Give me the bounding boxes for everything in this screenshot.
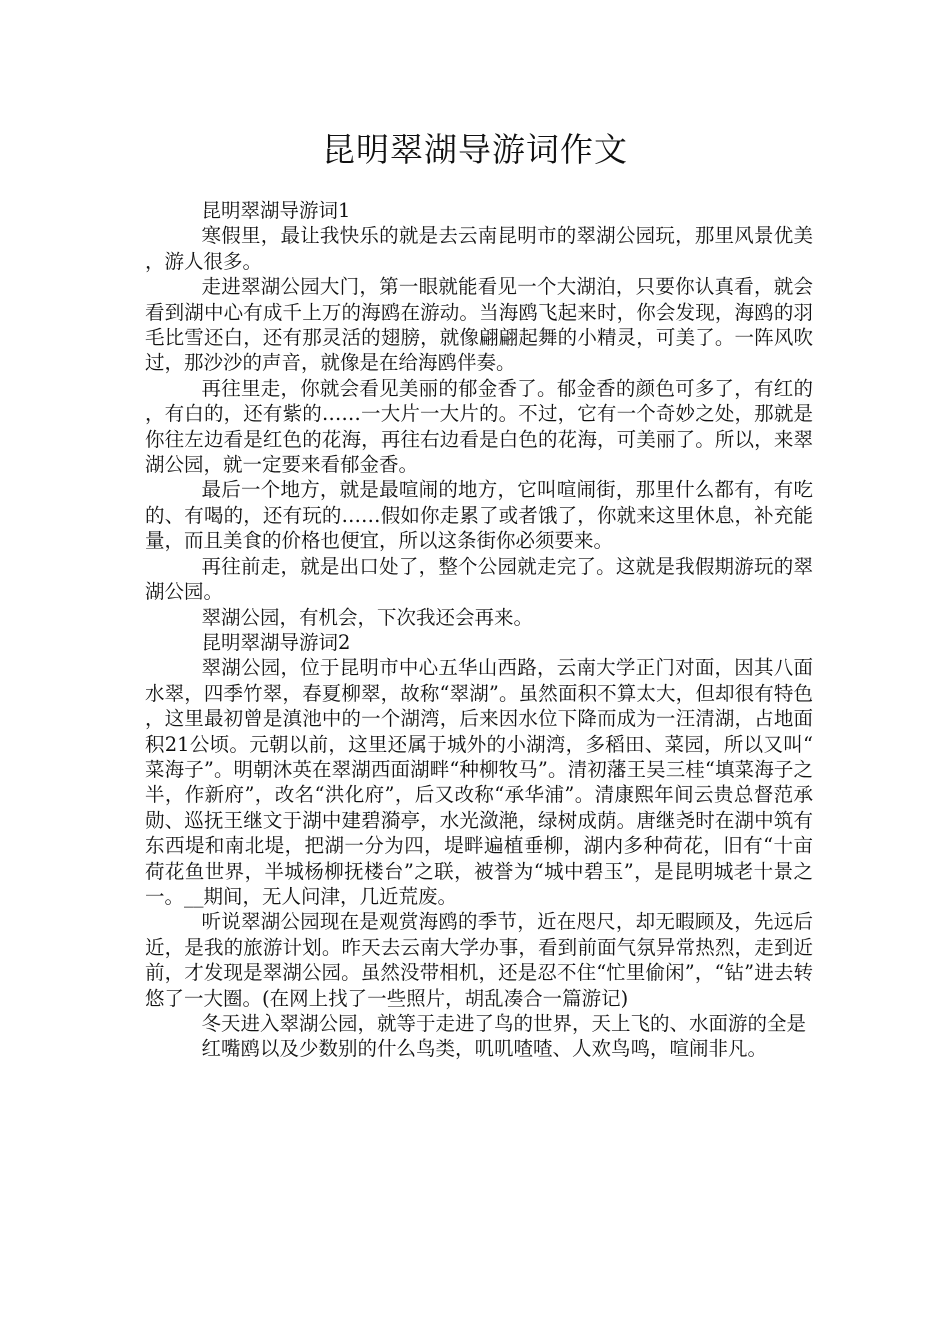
paragraph: 走进翠湖公园大门，第一眼就能看见一个大湖泊，只要你认真看，就会看到湖中心有成千上万的海鸥在游动。当海鸥飞起来时，你会发现，海鸥的羽毛比雪还白，还有那灵活的翅膀，就像翩翩起舞的小精灵，可美了。一阵风吹过，那沙沙的声音，就像是在给海鸥伴奏。 <box>145 275 813 375</box>
paragraph: 冬天进入翠湖公园，就等于走进了鸟的世界，天上飞的、水面游的全是 <box>201 1012 807 1035</box>
paragraph: 最后一个地方，就是最喧闹的地方，它叫喧闹街，那里什么都有，有吃的、有喝的，还有玩的……假如你走累了或者饿了，你就来这里休息，补充能量，而且美食的价格也便宜，所以这条街你必须要来。 <box>145 478 813 553</box>
document-title: 昆明翠湖导游词作文 <box>322 130 628 169</box>
paragraph: 听说翠湖公园现在是观赏海鸥的季节，近在咫尺，却无暇顾及，先远后近，是我的旅游计划。昨天去云南大学办事，看到前面气氛异常热烈，走到近前，才发现是翠湖公园。虽然没带相机，还是忍不住“忙里偷闲”，“钻”进去转悠了一大圈。(在网上找了一些照片，胡乱凑合一篇游记) <box>145 910 813 1010</box>
section-heading-1: 昆明翠湖导游词1 <box>201 199 351 222</box>
paragraph: 红嘴鸥以及少数别的什么鸟类，叽叽喳喳、人欢鸟鸣，喧闹非凡。 <box>201 1037 768 1061</box>
paragraph: 再往前走，就是出口处了，整个公园就走完了。这就是我假期游玩的翠湖公园。 <box>145 554 813 604</box>
paragraph: 寒假里，最让我快乐的就是去云南昆明市的翠湖公园玩，那里风景优美，游人很多。 <box>145 224 813 273</box>
paragraph: 再往里走，你就会看见美丽的郁金香了。郁金香的颜色可多了，有红的，有白的，还有紫的……一大片一大片的。不过，它有一个奇妙之处，那就是你往左边看是红色的花海，再往右边看是白色的花海，可美丽了。所以，来翠湖公园，就一定要来看郁金香。 <box>145 376 813 477</box>
section-heading-2: 昆明翠湖导游词2 <box>201 630 351 654</box>
paragraph: 翠湖公园，有机会，下次我还会再来。 <box>201 605 534 629</box>
document-body <box>145 198 813 1062</box>
paragraph: 翠湖公园，位于昆明市中心五华山西路，云南大学正门对面，因其八面水翠，四季竹翠，春夏柳翠，故称“翠湖”。虽然面积不算太大，但却很有特色，这里最初曾是滇池中的一个湖湾，后来因水位下降而成为一汪清湖，占地面积21公顷。元朝以前，这里还属于城外的小湖湾，多稻田、菜园，所以又叫“菜海子”。明朝沐英在翠湖西面湖畔“种柳牧马”。清初藩王吴三桂“填菜海子之半，作新府”，改名“洪化府”，后又改称“承华浦”。清康熙年间云贵总督范承勋、巡抚王继文于湖中建碧漪亭，水光潋滟，绿树成荫。唐继尧时在湖中筑有东西堤和南北堤，把湖一分为四，堤畔遍植垂柳，湖内多种荷花，旧有“十亩荷花鱼世界，半城杨柳抚楼台”之联，被誉为“城中碧玉”，是昆明城老十景之一。__期间，无人问津，几近荒废。 <box>145 656 813 908</box>
